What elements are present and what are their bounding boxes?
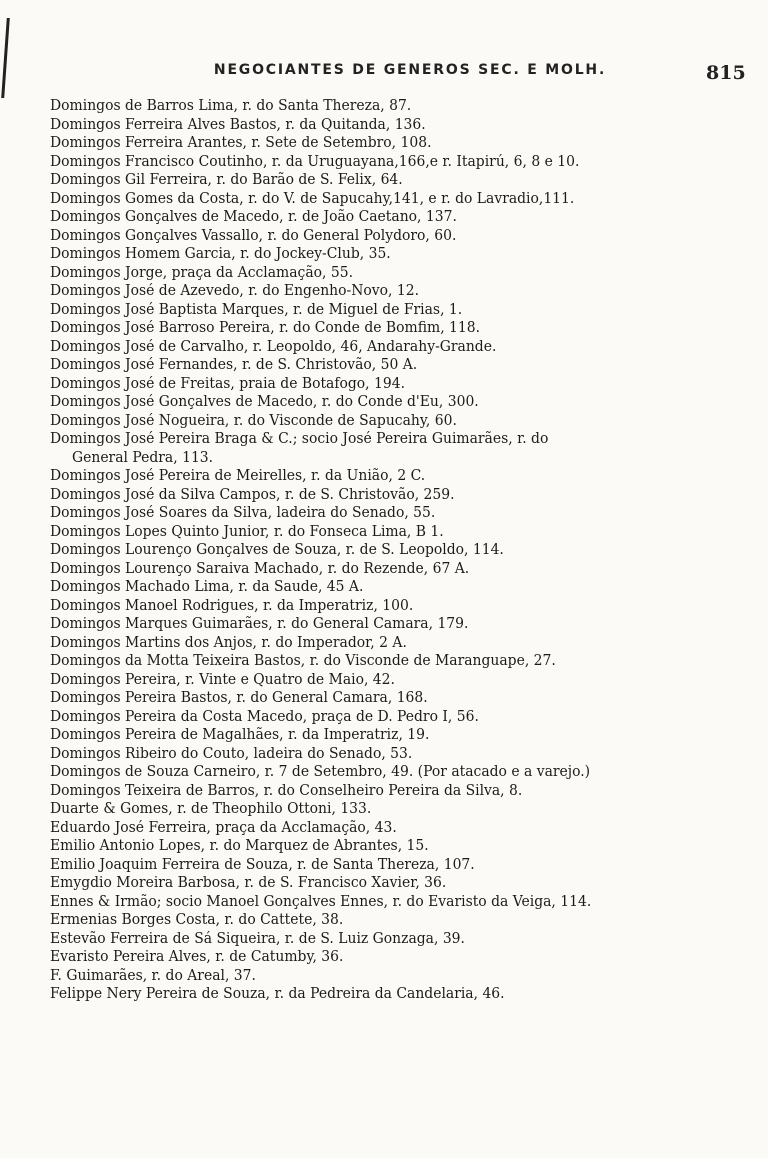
list-item: Emilio Antonio Lopes, r. do Marquez de Abrantes, 15.: [50, 838, 429, 854]
list-item: Domingos Gonçalves Vassallo, r. do General Polydoro, 60.: [50, 227, 457, 244]
list-item: Domingos José de Azevedo, r. do Engenho-Novo, 12.: [50, 283, 419, 299]
list-item: Domingos José Nogueira, r. do Visconde de Sapucahy, 60.: [50, 412, 457, 429]
list-item: Domingos Francisco Coutinho, r. da Uruguayana,166,e r. Itapirú, 6, 8 e 10.: [50, 153, 580, 170]
list-item: Felippe Nery Pereira de Souza, r. da Pedreira da Candelaria, 46.: [50, 986, 505, 1002]
list-item: Domingos Gomes da Costa, r. do V. de Sapucahy,141, e r. do Lavradio,111.: [50, 190, 575, 207]
list-item: Domingos José Baptista Marques, r. de Miguel de Frias, 1.: [50, 301, 463, 318]
list-item-continuation: General Pedra, 113.: [72, 449, 214, 466]
list-item: Domingos Manoel Rodrigues, r. da Imperatriz, 100.: [50, 597, 414, 614]
list-item: Domingos da Motta Teixeira Bastos, r. do Visconde de Maranguape, 27.: [50, 653, 556, 669]
list-item: Eduardo José Ferreira, praça da Acclamação, 43.: [50, 819, 397, 836]
list-item: Domingos Martins dos Anjos, r. do Imperador, 2 A.: [50, 634, 407, 651]
list-item: Domingos de Barros Lima, r. do Santa Thereza, 87.: [50, 98, 412, 114]
list-item: Domingos Ferreira Arantes, r. Sete de Setembro, 108.: [50, 135, 432, 151]
list-item: Domingos Machado Lima, r. da Saude, 45 A.: [50, 579, 364, 595]
page-header-title: NEGOCIANTES DE GENEROS SEC. E MOLH.: [213, 62, 607, 78]
list-item: Ermenias Borges Costa, r. do Cattete, 38.: [50, 912, 344, 928]
list-item: Domingos Pereira Bastos, r. do General Camara, 168.: [50, 690, 428, 706]
list-item: Domingos Marques Guimarães, r. do General Camara, 179.: [50, 616, 469, 632]
merchant-list: [50, 97, 740, 1004]
list-item: Domingos José Gonçalves de Macedo, r. do Conde d'Eu, 300.: [50, 394, 479, 410]
list-item: Domingos José Soares da Silva, ladeira do Senado, 55.: [50, 505, 436, 521]
list-item: Ennes & Irmão; socio Manoel Gonçalves Ennes, r. do Evaristo da Veiga, 114.: [50, 893, 592, 910]
list-item: Domingos de Souza Carneiro, r. 7 de Setembro, 49. (Por atacado e a varejo.): [50, 764, 591, 780]
list-item: Domingos José Pereira de Meirelles, r. da União, 2 C.: [50, 468, 426, 484]
page-number: 815: [706, 62, 746, 84]
page-edge-mark: [1, 18, 10, 98]
list-item: Domingos Teixeira de Barros, r. do Conselheiro Pereira da Silva, 8.: [50, 782, 523, 799]
list-item: Emilio Joaquim Ferreira de Souza, r. de Santa Thereza, 107.: [50, 856, 475, 873]
list-item: Duarte & Gomes, r. de Theophilo Ottoni, 133.: [50, 801, 372, 817]
list-item: Domingos José de Freitas, praia de Botafogo, 194.: [50, 375, 406, 392]
list-item: Domingos Ribeiro do Couto, ladeira do Senado, 53.: [50, 745, 413, 762]
list-item: Domingos Pereira, r. Vinte e Quatro de Maio, 42.: [50, 671, 395, 688]
list-item: Domingos Ferreira Alves Bastos, r. da Quitanda, 136.: [50, 116, 426, 133]
list-item: Domingos Jorge, praça da Acclamação, 55.: [50, 264, 354, 281]
list-item: F. Guimarães, r. do Areal, 37.: [50, 967, 256, 984]
list-item: Domingos Pereira de Magalhães, r. da Imperatriz, 19.: [50, 727, 430, 743]
list-item: Domingos José de Carvalho, r. Leopoldo, 46, Andarahy-Grande.: [50, 338, 497, 355]
list-item: Domingos José Fernandes, r. de S. Christovão, 50 A.: [50, 357, 418, 373]
list-item: Emygdio Moreira Barbosa, r. de S. Francisco Xavier, 36.: [50, 875, 447, 891]
list-item: Domingos Gonçalves de Macedo, r. de João Caetano, 137.: [50, 209, 457, 225]
list-item: Domingos José da Silva Campos, r. de S. Christovão, 259.: [50, 486, 455, 503]
list-item: Domingos José Barroso Pereira, r. do Conde de Bomfim, 118.: [50, 320, 481, 336]
list-item: Domingos Lourenço Saraiva Machado, r. do Rezende, 67 A.: [50, 560, 470, 577]
list-item: Evaristo Pereira Alves, r. de Catumby, 36.: [50, 949, 344, 965]
list-item: Estevão Ferreira de Sá Siqueira, r. de S. Luiz Gonzaga, 39.: [50, 930, 465, 947]
list-item: Domingos Homem Garcia, r. do Jockey-Club, 35.: [50, 246, 391, 262]
list-item: Domingos José Pereira Braga & C.; socio José Pereira Guimarães, r. do: [50, 431, 549, 447]
list-item: Domingos Gil Ferreira, r. do Barão de S. Felix, 64.: [50, 172, 403, 188]
list-item: Domingos Lopes Quinto Junior, r. do Fonseca Lima, B 1.: [50, 523, 444, 540]
list-item: Domingos Pereira da Costa Macedo, praça de D. Pedro I, 56.: [50, 708, 479, 725]
list-item: Domingos Lourenço Gonçalves de Souza, r. de S. Leopoldo, 114.: [50, 542, 504, 558]
